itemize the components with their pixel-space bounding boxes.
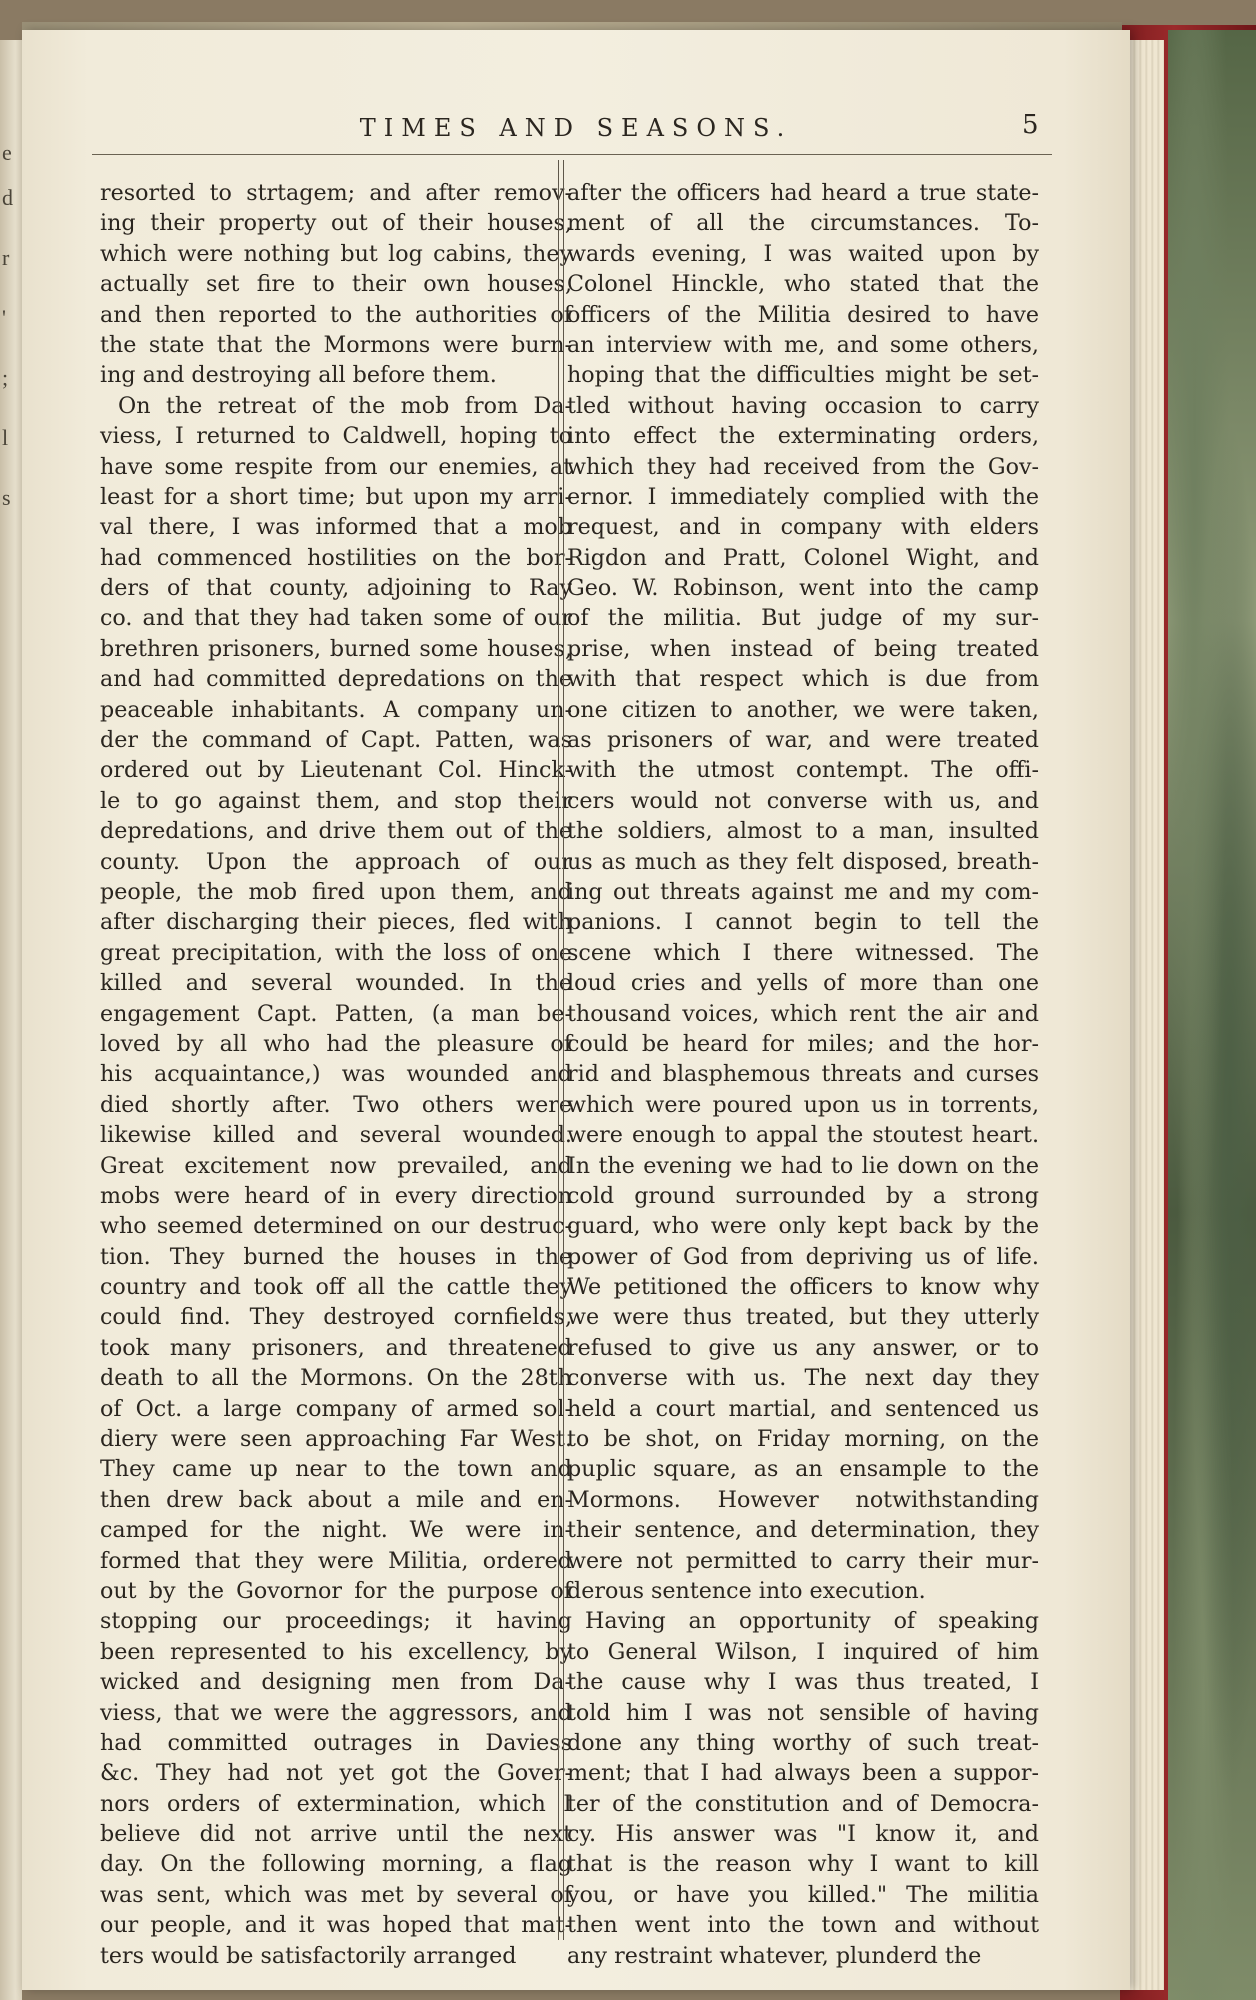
- text-line: day. On the following morning, a flag: [100, 1851, 572, 1878]
- text-line: power of God from depriving us of life.: [567, 1243, 1039, 1270]
- text-line: In the evening we had to lie down on the: [567, 1152, 1039, 1179]
- text-line: engagement Capt. Patten, (a man be-: [100, 1000, 572, 1027]
- text-line: ter of the constitution and of Democra-: [567, 1790, 1039, 1817]
- text-line: country and took off all the cattle they: [100, 1274, 572, 1301]
- text-line: ordered out by Lieutenant Col. Hinck-: [100, 757, 572, 784]
- text-line: diery were seen approaching Far West.: [100, 1426, 572, 1453]
- text-line: formed that they were Militia, ordered: [100, 1547, 572, 1574]
- text-line: le to go against them, and stop their: [100, 787, 572, 814]
- text-line: after the officers had heard a true state-: [567, 180, 1039, 206]
- text-line: the cause why I was thus treated, I: [567, 1669, 1039, 1696]
- text-line: held a court martial, and sentenced us: [567, 1395, 1039, 1422]
- margin-fragment: e: [2, 140, 12, 165]
- text-line: then drew back about a mile and en-: [100, 1486, 572, 1513]
- text-line: refused to give us any answer, or to: [567, 1334, 1039, 1361]
- text-line: rid and blasphemous threats and curses: [567, 1061, 1039, 1088]
- text-line: ment of all the circumstances. To-: [567, 210, 1039, 237]
- text-line: out by the Govornor for the purpose of: [100, 1577, 572, 1604]
- text-line: county. Upon the approach of our: [100, 848, 572, 875]
- text-line: ing their property out of their houses,: [100, 210, 572, 237]
- text-line: believe did not arrive until the next: [100, 1821, 572, 1848]
- text-line: then went into the town and without: [567, 1912, 1039, 1939]
- text-line: viess, that we were the aggressors, and: [100, 1699, 572, 1726]
- text-line: brethren prisoners, burned some houses,: [100, 635, 572, 662]
- text-line: have some respite from our enemies, at: [100, 453, 572, 480]
- text-line: killed and several wounded. In the: [100, 970, 572, 997]
- margin-fragment: ;: [2, 365, 9, 390]
- text-line: derous sentence into execution.: [567, 1577, 926, 1604]
- margin-fragment: s: [2, 485, 11, 510]
- margin-fragment: l: [2, 425, 9, 450]
- text-line: camped for the night. We were in-: [100, 1517, 572, 1544]
- marbled-endpaper: [1168, 30, 1256, 2000]
- text-line: died shortly after. Two others were: [100, 1091, 572, 1118]
- text-line: the soldiers, almost to a man, insulted: [567, 818, 1039, 845]
- text-line: was sent, which was met by several of: [100, 1881, 572, 1908]
- text-line: panions. I cannot begin to tell the: [567, 909, 1039, 936]
- text-line: actually set fire to their own houses,: [100, 271, 572, 298]
- text-line: which were poured upon us in torrents,: [567, 1091, 1039, 1118]
- text-line: an interview with me, and some others,: [567, 331, 1039, 358]
- text-line: done any thing worthy of such treat-: [567, 1729, 1039, 1756]
- text-line: of the militia. But judge of my sur-: [567, 605, 1039, 632]
- text-line: We petitioned the officers to know why: [567, 1274, 1039, 1301]
- text-line: depredations, and drive them out of the: [100, 818, 572, 845]
- text-line: with the utmost contempt. The offi-: [567, 757, 1039, 784]
- text-line: which were nothing but log cabins, they: [100, 240, 572, 267]
- text-line: with that respect which is due from: [567, 666, 1039, 693]
- text-line: been represented to his excellency, by: [100, 1638, 572, 1665]
- running-head: TIMES AND SEASONS.: [359, 114, 793, 142]
- text-line: were not permitted to carry their mur-: [567, 1547, 1039, 1574]
- text-line: converse with us. The next day they: [567, 1365, 1039, 1392]
- text-line: cy. His answer was "I know it, and: [567, 1821, 1039, 1848]
- text-line: Colonel Hinckle, who stated that the: [567, 271, 1039, 298]
- text-line: could be heard for miles; and the hor-: [567, 1030, 1039, 1057]
- text-line: thousand voices, which rent the air and: [567, 1000, 1039, 1027]
- text-line: scene which I there witnessed. The: [567, 939, 1039, 966]
- text-line: one citizen to another, we were taken,: [567, 696, 1039, 723]
- text-line: ing and destroying all before them.: [100, 362, 497, 389]
- text-line: Having an opportunity of speaking: [585, 1608, 1039, 1635]
- text-line: least for a short time; but upon my arri-: [100, 483, 572, 510]
- text-line: &c. They had not yet got the Gover-: [100, 1760, 572, 1787]
- margin-fragment: r: [2, 245, 10, 270]
- text-line: as prisoners of war, and were treated: [567, 727, 1039, 754]
- text-line: death to all the Mormons. On the 28th: [100, 1365, 572, 1392]
- page-number: 5: [1022, 110, 1039, 140]
- text-line: you, or have you killed." The militia: [567, 1881, 1039, 1908]
- text-line: ders of that county, adjoining to Ray: [100, 575, 572, 602]
- text-line: to General Wilson, I inquired of him: [567, 1638, 1039, 1665]
- text-line: had committed outrages in Daviess: [100, 1729, 572, 1756]
- text-line: ment; that I had always been a suppor-: [567, 1760, 1039, 1787]
- text-line: Geo. W. Robinson, went into the camp: [567, 575, 1039, 602]
- text-line: tled without having occasion to carry: [567, 392, 1039, 419]
- margin-fragment: d: [2, 185, 13, 210]
- text-line: prise, when instead of being treated: [567, 635, 1039, 662]
- text-line: of Oct. a large company of armed sol-: [100, 1395, 572, 1422]
- text-line: great precipitation, with the loss of one: [100, 939, 572, 966]
- text-line: request, and in company with elders: [567, 514, 1039, 541]
- margin-fragment: ': [2, 305, 6, 330]
- text-line: and had committed depredations on the: [100, 666, 572, 693]
- text-line: our people, and it was hoped that mat-: [100, 1912, 572, 1939]
- text-line: us as much as they felt disposed, breath-: [567, 848, 1039, 875]
- text-line: ernor. I immediately complied with the: [567, 483, 1039, 510]
- text-line: ters would be satisfactorily arranged: [100, 1942, 517, 1969]
- text-line: guard, who were only kept back by the: [567, 1213, 1039, 1240]
- adjacent-page-edge: [0, 40, 22, 2000]
- text-line: could find. They destroyed cornfields,: [100, 1304, 572, 1331]
- text-line: into effect the exterminating orders,: [567, 423, 1039, 450]
- text-line: val there, I was informed that a mob: [100, 514, 572, 541]
- text-line: who seemed determined on our destruc-: [100, 1213, 572, 1240]
- text-line: took many prisoners, and threatened: [100, 1334, 572, 1361]
- text-line: were enough to appal the stoutest heart.: [567, 1122, 1039, 1149]
- text-line: mobs were heard of in every direction: [100, 1182, 572, 1209]
- text-line: wicked and designing men from Da-: [100, 1669, 572, 1696]
- header-rule: [92, 154, 1052, 155]
- text-line: stopping our proceedings; it having: [100, 1608, 572, 1635]
- text-line: that is the reason why I want to kill: [567, 1851, 1039, 1878]
- text-line: loud cries and yells of more than one: [567, 970, 1039, 997]
- text-line: loved by all who had the pleasure of: [100, 1030, 572, 1057]
- text-line: hoping that the difficulties might be set-: [567, 362, 1039, 389]
- text-line: to be shot, on Friday morning, on the: [567, 1426, 1039, 1453]
- text-line: viess, I returned to Caldwell, hoping to: [100, 423, 572, 450]
- text-line: der the command of Capt. Patten, was: [100, 727, 572, 754]
- text-line: nors orders of extermination, which I: [100, 1790, 572, 1817]
- text-line: told him I was not sensible of having: [567, 1699, 1039, 1726]
- text-line: co. and that they had taken some of our: [100, 605, 572, 632]
- text-line: people, the mob fired upon them, and: [100, 878, 572, 905]
- left-text-column: [100, 178, 572, 1971]
- text-line: Rigdon and Pratt, Colonel Wight, and: [567, 544, 1039, 571]
- text-line: officers of the Militia desired to have: [567, 301, 1039, 328]
- text-line: his acquaintance,) was wounded and: [100, 1061, 572, 1088]
- text-line: resorted to strtagem; and after remov-: [100, 180, 572, 206]
- text-line: which they had received from the Gov-: [567, 453, 1039, 480]
- text-line: had commenced hostilities on the bor-: [100, 544, 572, 571]
- text-line: we were thus treated, but they utterly: [567, 1304, 1039, 1331]
- column-divider: [558, 160, 564, 1940]
- right-text-column: [567, 178, 1039, 1971]
- text-line: cers would not converse with us, and: [567, 787, 1039, 814]
- text-line: puplic square, as an ensample to the: [567, 1456, 1039, 1483]
- text-line: their sentence, and determination, they: [567, 1517, 1039, 1544]
- text-line: Great excitement now prevailed, and: [100, 1152, 572, 1179]
- text-line: peaceable inhabitants. A company un-: [100, 696, 572, 723]
- text-line: and then reported to the authorities of: [100, 301, 572, 328]
- text-line: Mormons. However notwithstanding: [567, 1486, 1039, 1513]
- text-line: after discharging their pieces, fled with: [100, 909, 572, 936]
- text-line: likewise killed and several wounded.: [100, 1122, 572, 1149]
- text-line: ing out threats against me and my com-: [567, 878, 1039, 905]
- text-line: They came up near to the town and: [100, 1456, 572, 1483]
- text-line: cold ground surrounded by a strong: [567, 1182, 1039, 1209]
- text-line: tion. They burned the houses in the: [100, 1243, 572, 1270]
- book-page: [22, 30, 1130, 1990]
- text-line: On the retreat of the mob from Da-: [118, 392, 572, 419]
- text-line: wards evening, I was waited upon by: [567, 240, 1039, 267]
- text-line: the state that the Mormons were burn-: [100, 331, 572, 358]
- text-line: any restraint whatever, plunderd the: [567, 1942, 982, 1969]
